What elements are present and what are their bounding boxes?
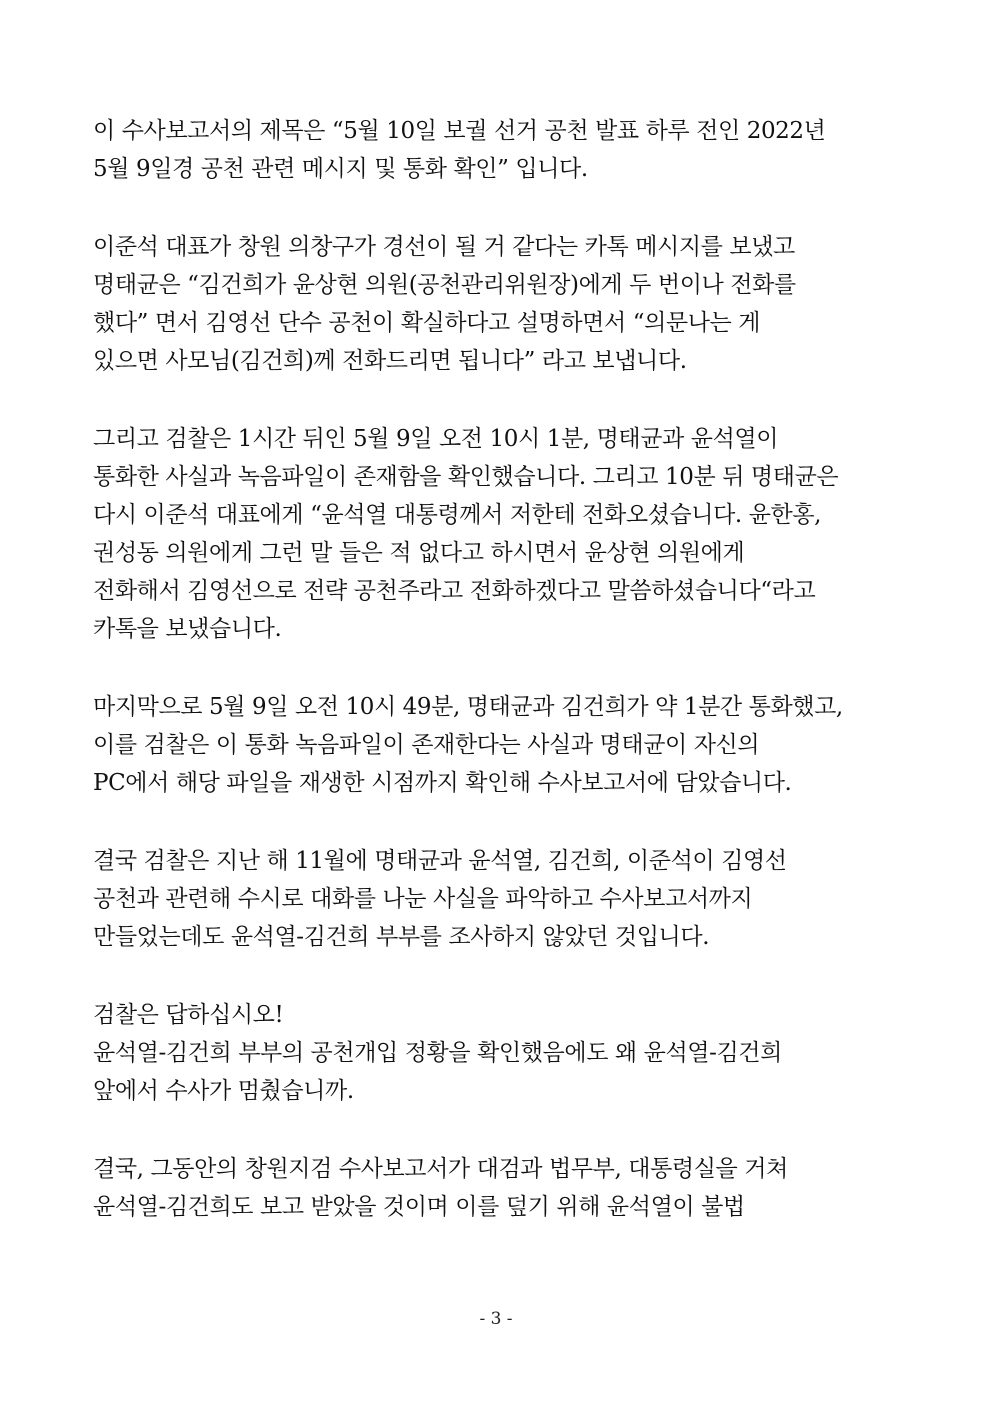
text-line: 이를 검찰은 이 통화 녹음파일이 존재한다는 사실과 명태균이 자신의 [93,732,760,758]
text-line: 통화한 사실과 녹음파일이 존재함을 확인했습니다. 그리고 10분 뒤 명태균은 [93,464,839,490]
paragraph-phone-call [93,420,913,648]
text-line: 검찰은 답하십시오! [93,1002,284,1028]
text-line: 있으면 사모님(김건희)께 전화드리면 됩니다” 라고 보냅니다. [93,348,687,374]
text-line: 공천과 관련해 수시로 대화를 나눈 사실을 파악하고 수사보고서까지 [93,886,753,912]
text-line: 권성동 의원에게 그런 말 들은 적 없다고 하시면서 윤상현 의원에게 [93,540,745,566]
text-line: 했다” 면서 김영선 단수 공천이 확실하다고 설명하면서 “의문나는 게 [93,310,761,336]
text-line: 만들었는데도 윤석열-김건희 부부를 조사하지 않았던 것입니다. [93,924,710,950]
text-line: 카톡을 보냈습니다. [93,616,282,642]
paragraph-report-title [93,112,913,188]
text-line: 그리고 검찰은 1시간 뒤인 5월 9일 오전 10시 1분, 명태균과 윤석열이 [93,426,779,452]
text-line: 명태균은 “김건희가 윤상현 의원(공천관리위원장)에게 두 번이나 전화를 [93,272,796,298]
document-body [93,112,913,1266]
text-line: 윤석열-김건희 부부의 공천개입 정황을 확인했음에도 왜 윤석열-김건희 [93,1040,782,1066]
text-line: 결국, 그동안의 창원지검 수사보고서가 대검과 법무부, 대통령실을 거쳐 [93,1156,788,1182]
text-line: 윤석열-김건희도 보고 받았을 것이며 이를 덮기 위해 윤석열이 불법 [93,1194,745,1220]
text-line: 앞에서 수사가 멈췄습니까. [93,1078,354,1104]
paragraph-demand [93,996,913,1110]
text-line: 이준석 대표가 창원 의창구가 경선이 될 거 같다는 카톡 메시지를 보냈고 [93,234,795,260]
page-number: - 3 - [479,1309,513,1329]
text-line: 5월 9일경 공천 관련 메시지 및 통화 확인” 입니다. [93,156,588,182]
text-line: 전화해서 김영선으로 전략 공천주라고 전화하겠다고 말씀하셨습니다“라고 [93,578,816,604]
text-line: 다시 이준석 대표에게 “윤석열 대통령께서 저한테 전화오셨습니다. 윤한홍, [93,502,822,528]
text-line: 이 수사보고서의 제목은 “5월 10일 보궐 선거 공천 발표 하루 전인 2022년 [93,118,826,144]
paragraph-final-call [93,688,913,802]
text-line: PC에서 해당 파일을 재생한 시점까지 확인해 수사보고서에 담았습니다. [93,770,792,796]
paragraph-closing [93,1150,913,1226]
text-line: 결국 검찰은 지난 해 11월에 명태균과 윤석열, 김건희, 이준석이 김영선 [93,848,787,874]
paragraph-kakao-message [93,228,913,380]
text-line: 마지막으로 5월 9일 오전 10시 49분, 명태균과 김건희가 약 1분간 통화했고, [93,694,843,720]
paragraph-conclusion [93,842,913,956]
